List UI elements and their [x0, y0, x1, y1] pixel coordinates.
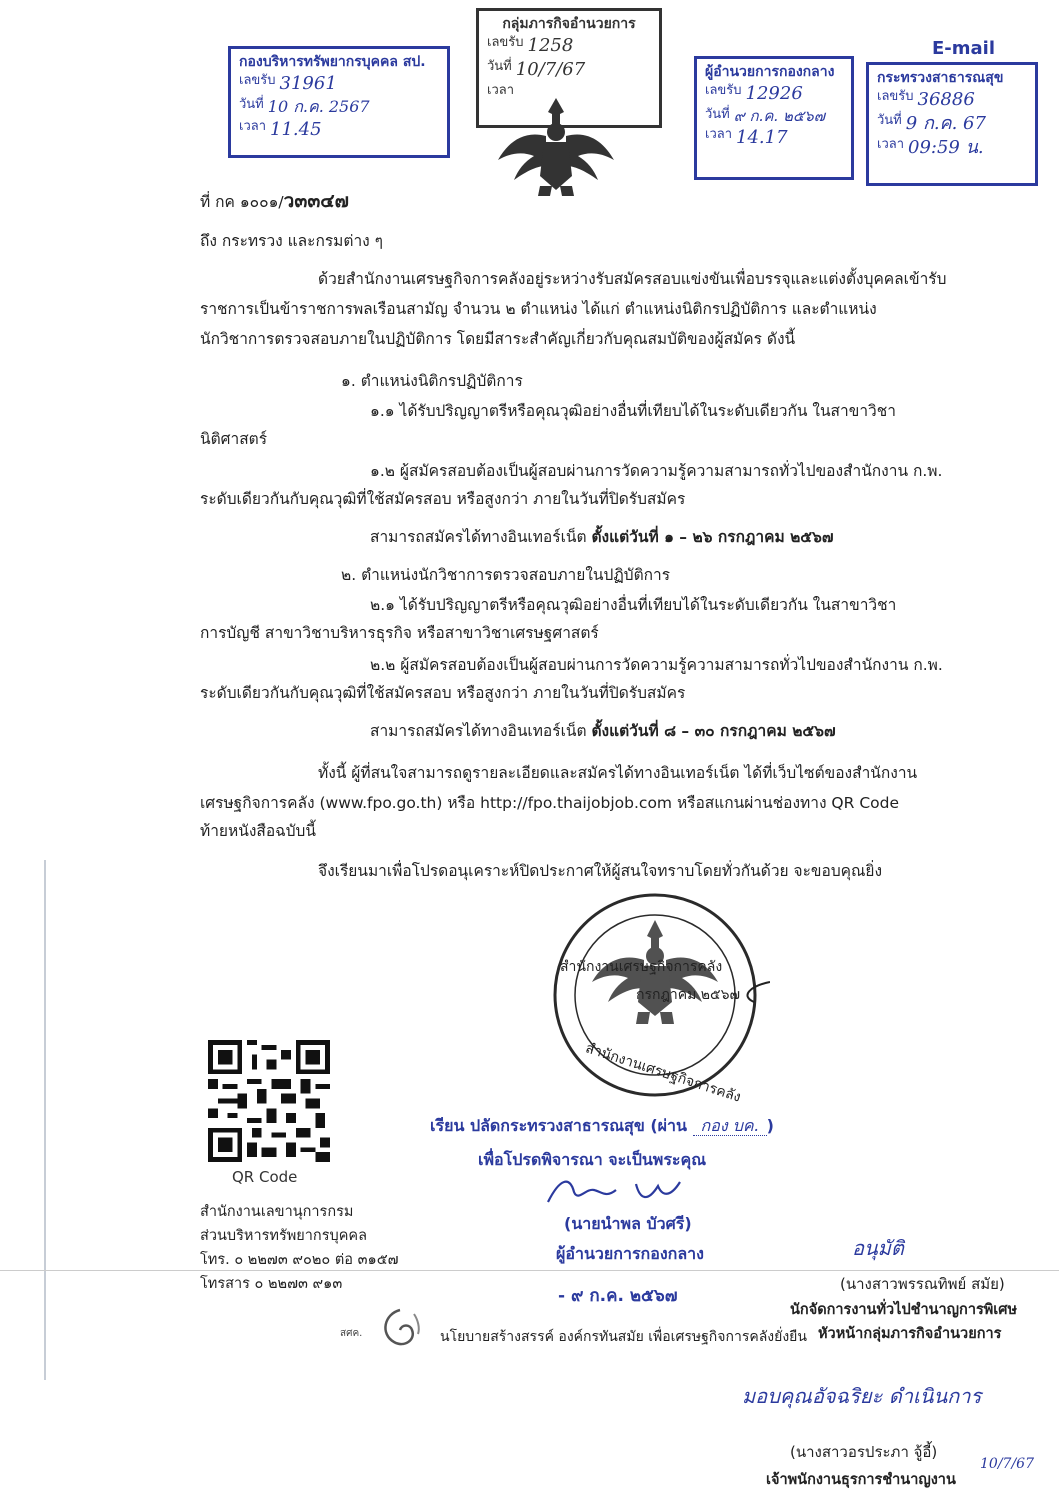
apply-dates: ตั้งแต่วันที่ ๑ – ๒๖ กรกฎาคม ๒๕๖๗ [591, 528, 834, 546]
position-1-1-line1: ๑.๑ ได้รับปริญญาตรีหรือคุณวุฒิอย่างอื่นที่เทียบได้ในระดับเดียวกัน ในสาขาวิชา [370, 402, 896, 420]
close-paren: ) [766, 1116, 774, 1135]
seal-text-1: สำนักงานเศรษฐกิจการคลัง [560, 959, 723, 975]
position-1-2-line1: ๑.๒ ผู้สมัครสอบต้องเป็นผู้สอบผ่านการวัดความรู้ความสามารถทั่วไปของสำนักงาน ก.พ. [370, 462, 943, 480]
date-value: 10 ก.ค. 2567 [267, 97, 370, 117]
approver-title-2: หัวหน้ากลุ่มภารกิจอำนวยการ [818, 1326, 1002, 1342]
time-label: เวลา [487, 83, 515, 99]
officer-name: (นางสาวอรประภา จู้อี้) [790, 1443, 938, 1461]
signer-name: (นายนำพล บัวศรี) [564, 1214, 692, 1233]
position-1-1-line2: นิติศาสตร์ [200, 430, 268, 448]
position-2-1-line1: ๒.๑ ได้รับปริญญาตรีหรือคุณวุฒิอย่างอื่นที่เทียบได้ในระดับเดียวกัน ในสาขาวิชา [370, 596, 897, 614]
date-label: วันที่ [239, 97, 264, 113]
recv-label: เลขรับ [239, 72, 276, 88]
ref-no: ว๓๓๔๗ [283, 190, 349, 212]
closing-line-1: ทั้งนี้ ผู้ที่สนใจสามารถดูรายละเอียดและสมัครได้ทางอินเทอร์เน็ต ได้ที่เว็บไซต์ของสำนักงาน [318, 764, 918, 782]
footer-divider [0, 1270, 1059, 1271]
director-signature [540, 1172, 700, 1212]
time-value: 11.45 [270, 118, 322, 140]
recv-label: เลขรับ [877, 88, 914, 104]
recv-no: 12926 [745, 82, 803, 104]
seal-ring-text: สำนักงานเศรษฐกิจการคลัง [583, 1040, 743, 1106]
seal-text-2: กรกฎาคม ๒๕๖๗ [636, 987, 741, 1003]
position-2-2-line1: ๒.๒ ผู้สมัครสอบต้องเป็นผู้สอบผ่านการวัดความรู้ความสามารถทั่วไปของสำนักงาน ก.พ. [370, 656, 943, 674]
intro-line-3: นักวิชาการตรวจสอบภายในปฏิบัติการ โดยมีสาระสำคัญเกี่ยวกับคุณสมบัติของผู้สมัคร ดังนี้ [200, 330, 796, 348]
stamp-central-director [694, 56, 854, 180]
apply-dates: ตั้งแต่วันที่ ๘ – ๓๐ กรกฎาคม ๒๕๖๗ [591, 722, 836, 740]
recv-no: 36886 [917, 88, 975, 110]
contact-line-2: ส่วนบริหารทรัพยากรบุคคล [200, 1228, 367, 1244]
position-1-apply [370, 522, 834, 552]
closing-line-3: ท้ายหนังสือฉบับนี้ [200, 822, 316, 840]
qr-code[interactable] [208, 1040, 330, 1162]
time-label: เวลา [239, 118, 267, 134]
stamp-title: กระทรวงสาธารณสุข [877, 70, 1004, 86]
recv-no: 31961 [279, 72, 337, 94]
closing-line-2: เศรษฐกิจการคลัง (www.fpo.go.th) หรือ http://fpo.thaijobjob.com หรือสแกนผ่านช่องทาง QR Code [200, 794, 900, 812]
time-label: เวลา [705, 127, 733, 143]
contact-line-1: สำนักงานเลขานุการกรม [200, 1204, 354, 1220]
stamp-title: ผู้อำนวยการกองกลาง [705, 64, 835, 80]
time-value: 14.17 [736, 127, 788, 149]
fpo-logo-icon [370, 1304, 430, 1354]
approver-name: (นางสาวพรรณทิพย์ สมัย) [840, 1275, 1005, 1293]
stamp-title: กลุ่มภารกิจอำนวยการ [502, 16, 636, 32]
position-2-apply [370, 716, 836, 746]
intro-line-2: ราชการเป็นข้าราชการพลเรือนสามัญ จำนวน ๒ ตำแหน่ง ได้แก่ ตำแหน่งนิติกรปฏิบัติการ และตำแหน่ง [200, 300, 877, 318]
approval-note: อนุมัติ [852, 1236, 904, 1260]
recv-label: เลขรับ [705, 82, 742, 98]
request-line: จึงเรียนมาเพื่อโปรดอนุเคราะห์ปิดประกาศให้ผู้สนใจทราบโดยทั่วกันด้วย จะขอบคุณยิ่ง [318, 862, 883, 880]
ref-label: ที่ กค ๑๐๐๑/ [200, 193, 284, 211]
stamp-title: กองบริหารทรัพยากรบุคคล สป. [239, 54, 426, 70]
recv-label: เลขรับ [487, 34, 524, 50]
garuda-emblem-icon [494, 90, 618, 200]
approver-title-1: นักจัดการงานทั่วไปชำนาญการพิเศษ [790, 1302, 1018, 1318]
fpo-logo-text: สศค. [340, 1328, 363, 1339]
time-value: 09:59 น. [908, 137, 984, 159]
via-text: กอง บค. [693, 1116, 767, 1136]
position-1-title: ๑. ตำแหน่งนิติกรปฏิบัติการ [341, 372, 523, 390]
document-reference [200, 186, 349, 217]
signer-title: ผู้อำนวยการกองกลาง [556, 1244, 704, 1263]
date-label: วันที่ [487, 59, 512, 75]
assignment-note: มอบคุณอัจฉริยะ ดำเนินการ [742, 1384, 982, 1408]
position-2-2-line2: ระดับเดียวกันกับคุณวุฒิที่ใช้สมัครสอบ หรือสูงกว่า ภายในวันที่ปิดรับสมัคร [200, 684, 686, 702]
date-value: ๙ ก.ค. ๒๕๖๗ [733, 107, 825, 126]
to-label: เรียน [430, 1116, 465, 1135]
endorsement-to [430, 1114, 774, 1139]
officer-title: เจ้าพนักงานธุรการชำนาญงาน [766, 1472, 956, 1488]
contact-line-3: โทร. ๐ ๒๒๗๓ ๙๐๒๐ ต่อ ๓๑๕๗ [200, 1252, 399, 1268]
time-label: เวลา [877, 137, 905, 153]
apply-prefix: สามารถสมัครได้ทางอินเทอร์เน็ต [370, 722, 592, 740]
contact-line-4: โทรสาร ๐ ๒๒๗๓ ๙๑๓ [200, 1276, 343, 1292]
qr-label: QR Code [232, 1168, 298, 1186]
to-text: ปลัดกระทรวงสาธารณสุข (ผ่าน [469, 1116, 687, 1135]
email-header: E-mail [932, 38, 996, 59]
date-value: 9 ก.ค. 67 [905, 113, 986, 135]
position-1-2-line2: ระดับเดียวกันกับคุณวุฒิที่ใช้สมัครสอบ หรือสูงกว่า ภายในวันที่ปิดรับสมัคร [200, 490, 686, 508]
stamp-hr-division [228, 46, 450, 158]
date-label: วันที่ [705, 107, 730, 123]
position-2-title: ๒. ตำแหน่งนักวิชาการตรวจสอบภายในปฏิบัติการ [341, 566, 671, 584]
sign-date: - ๙ ก.ค. ๒๕๖๗ [558, 1286, 678, 1306]
footer-slogan: นโยบายสร้างสรรค์ องค์กรทันสมัย เพื่อเศรษฐกิจการคลังยั่งยืน [440, 1329, 807, 1345]
position-2-1-line2: การบัญชี สาขาวิชาบริหารธุรกิจ หรือสาขาวิชาเศรษฐศาสตร์ [200, 624, 599, 642]
intro-line-1: ด้วยสำนักงานเศรษฐกิจการคลังอยู่ระหว่างรับสมัครสอบแข่งขันเพื่อบรรจุและแต่งตั้งบุคคลเข้ารับ [318, 270, 947, 288]
officer-date: 10/7/67 [980, 1456, 1034, 1472]
apply-prefix: สามารถสมัครได้ทางอินเทอร์เน็ต [370, 528, 592, 546]
date-value: 10/7/67 [515, 59, 586, 81]
stamp-ministry-email [866, 62, 1038, 186]
contact-block [200, 1200, 399, 1296]
endorsement-purpose: เพื่อโปรดพิจารณา จะเป็นพระคุณ [478, 1150, 707, 1169]
document-recipient: ถึง กระทรวง และกรมต่าง ๆ [200, 232, 383, 250]
date-label: วันที่ [877, 113, 902, 129]
recv-no: 1258 [527, 34, 574, 56]
scan-edge [44, 860, 46, 1380]
